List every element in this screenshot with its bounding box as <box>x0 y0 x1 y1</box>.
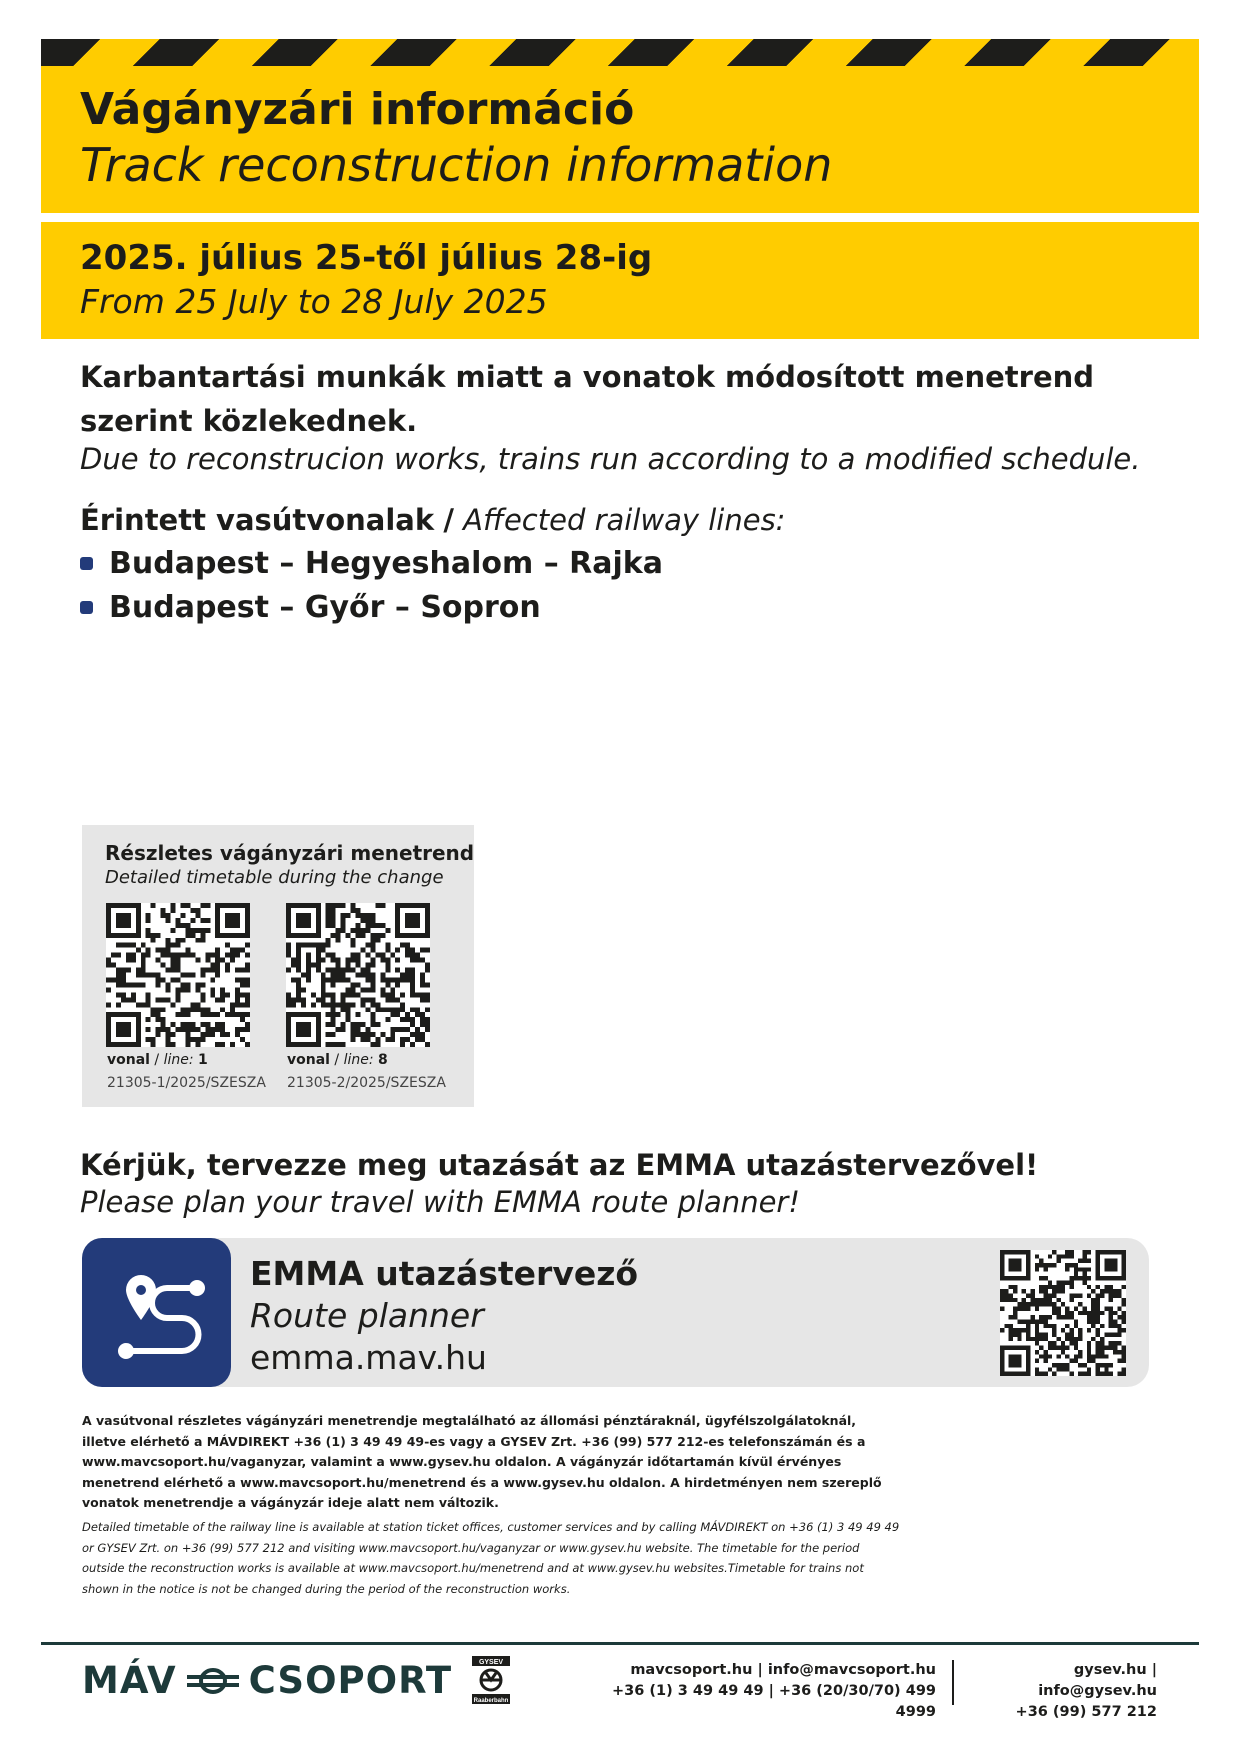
qr-caption-number: 8 <box>378 1052 388 1068</box>
date-range-en: From 25 July to 28 July 2025 <box>80 282 548 321</box>
qr-caption-prefix: vonal <box>287 1052 330 1068</box>
affected-separator: / <box>443 503 454 537</box>
fineprint-en: Detailed timetable of the railway line is available at station ticket offices, customer services and by calling MÁVDIREKT on +36 (1) 3 49 49 49 or GYSEV Zrt. on +36 (99) 577 212 and visiting www.mavcsoport.hu/vaganyzar or www.gysev.hu website. The timetable for the period outside the reconstruction works is available at www.mavcsoport.hu/menetrend and at www.gysev.hu websites.Timetable for trains not shown in the notice is not be changed during the period of the reconstruction works. <box>82 1520 900 1596</box>
mav-wheel-icon <box>187 1667 239 1695</box>
timetable-title: Részletes vágányzári menetrend <box>105 841 475 865</box>
emma-link[interactable]: emma.mav.hu <box>250 1338 487 1377</box>
planner-prompt-hu: Kérjük, tervezze meg utazását az EMMA utazástervezővel! <box>80 1148 1039 1182</box>
qr-code-icon[interactable] <box>286 903 430 1047</box>
qr-caption-number: 1 <box>198 1052 208 1068</box>
qr-caption-sep: / <box>149 1052 164 1068</box>
railway-line-label: Budapest – Győr – Sopron <box>109 590 541 625</box>
hazard-stripes <box>41 39 1199 66</box>
gysev-phone: +36 (99) 577 212 <box>1015 1704 1157 1720</box>
route-planner-icon <box>82 1238 231 1387</box>
qr-caption-label: line: <box>343 1052 374 1068</box>
fineprint-hu: A vasútvonal részletes vágányzári menetrendje megtalálható az állomási pénztáraknál, ügyfélszolgálatoknál, illetve elérhető a MÁVDIREKT +36 (1) 3 49 49 49-es vagy a GYSEV Zrt. +36 (99) 577 212-es telefonszámán és a www.mavcsoport.hu/vaganyzar, valamint a www.gysev.hu oldalon. A vágányzár időtartamán kívül érvényes menetrend elérhető a www.mavcsoport.hu/menetrend és a www.gysev.hu oldalon. A hirdetményen nem szereplő vonatok menetrendje a vágányzár ideje alatt nem változik. <box>82 1413 882 1510</box>
qr-code-icon[interactable] <box>106 903 250 1047</box>
gysev-web-email[interactable]: gysev.hu | info@gysev.hu <box>1038 1662 1157 1699</box>
mav-contact <box>580 1660 936 1723</box>
mav-phone: +36 (1) 3 49 49 49 | +36 (20/30/70) 499 4999 <box>612 1683 936 1720</box>
railway-line-label: Budapest – Hegyeshalom – Rajka <box>109 546 664 581</box>
railway-line-item <box>80 546 663 581</box>
date-range-hu: 2025. július 25-től július 28-ig <box>80 238 653 278</box>
qr-caption <box>107 1052 208 1068</box>
gysev-logo-top-text: GYSEV <box>478 1659 504 1666</box>
affected-label-hu: Érintett vasútvonalak <box>80 503 435 537</box>
mav-web-email[interactable]: mavcsoport.hu | info@mavcsoport.hu <box>630 1662 936 1678</box>
affected-label-en: Affected railway lines: <box>463 503 786 537</box>
gysev-contact <box>960 1660 1157 1723</box>
planner-prompt-en: Please plan your travel with EMMA route planner! <box>80 1185 800 1219</box>
qr-caption <box>287 1052 388 1068</box>
contact-divider <box>952 1660 954 1705</box>
page-title-hu: Vágányzári információ <box>80 84 635 135</box>
qr-caption-sep: / <box>329 1052 344 1068</box>
qr-reference: 21305-2/2025/SZESZA <box>287 1075 446 1091</box>
notice-text-hu: Karbantartási munkák miatt a vonatok módosított menetrend szerint közlekednek. <box>80 360 1095 438</box>
qr-reference: 21305-1/2025/SZESZA <box>107 1075 266 1091</box>
bullet-icon <box>80 601 93 614</box>
affected-lines-heading <box>80 503 785 537</box>
notice-text-en: Due to reconstrucion works, trains run according to a modified schedule. <box>80 442 1141 476</box>
emma-title: EMMA utazástervező <box>250 1254 639 1293</box>
emma-subtitle: Route planner <box>250 1296 484 1335</box>
qr-caption-prefix: vonal <box>107 1052 150 1068</box>
gysev-logo-bottom-text: Raaberbahn <box>473 1698 509 1704</box>
logo-text-right: CSOPORT <box>248 1659 453 1702</box>
bullet-icon <box>80 557 93 570</box>
qr-code-icon[interactable] <box>1000 1250 1126 1376</box>
qr-caption-label: line: <box>163 1052 194 1068</box>
page-title-en: Track reconstruction information <box>80 138 833 192</box>
mav-csoport-logo <box>82 1659 452 1702</box>
footer-divider <box>41 1642 1199 1645</box>
logo-text-left: MÁV <box>82 1659 177 1702</box>
gysev-logo <box>468 1656 514 1704</box>
timetable-subtitle: Detailed timetable during the change <box>105 867 444 888</box>
railway-line-item <box>80 590 541 625</box>
